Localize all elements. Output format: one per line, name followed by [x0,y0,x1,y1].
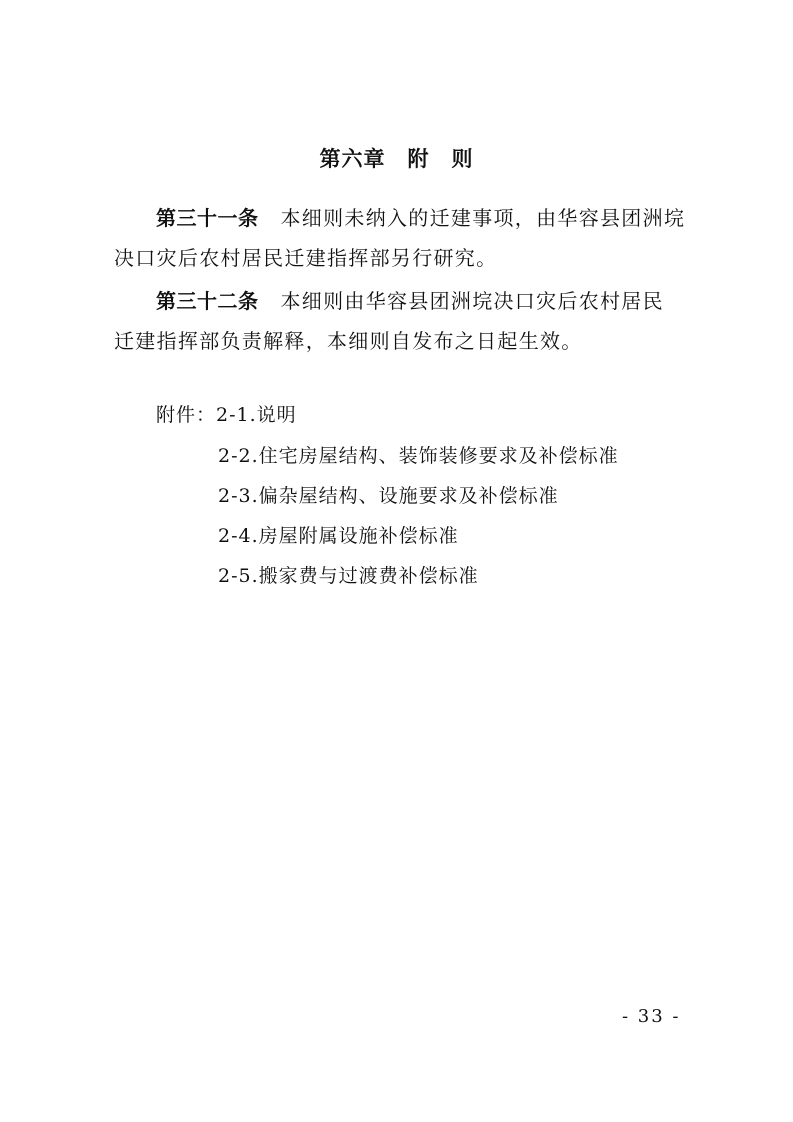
page-number: - 33 - [622,1006,681,1027]
article-32-text-2: 迁建指挥部负责解释，本细则自发布之日起生效。 [114,329,583,353]
article-31-text-1: 本细则未纳入的迁建事项，由华容县团洲垸 [280,206,686,230]
attachment-row-2 [218,444,619,468]
attachment-item: 2-4.房屋附属设施补偿标准 [218,525,459,547]
article-32 [114,281,686,361]
article-31-number: 第三十一条 [156,206,259,230]
attachment-item: 2-2.住宅房屋结构、装饰装修要求及补偿标准 [218,445,619,467]
chapter-title: 第六章 附 则 [319,147,474,171]
attachment-item: 2-5.搬家费与过渡费补偿标准 [218,565,479,587]
attachment-row-1 [156,403,297,427]
article-32-number: 第三十二条 [156,289,259,313]
article-32-text-1: 本细则由华容县团洲垸决口灾后农村居民 [280,289,664,313]
attachments-label: 附件： [156,404,217,426]
attachment-row-4 [218,524,459,548]
article-31-text-2: 决口灾后农村居民迁建指挥部另行研究。 [114,246,498,270]
attachment-item: 2-3.偏杂屋结构、设施要求及补偿标准 [218,485,559,507]
article-32-line-1 [114,281,686,321]
attachment-row-5 [218,564,479,588]
attachment-item: 2-1.说明 [216,404,297,426]
article-31-line-1 [114,198,686,238]
article-31 [114,198,686,278]
attachment-row-3 [218,484,559,508]
